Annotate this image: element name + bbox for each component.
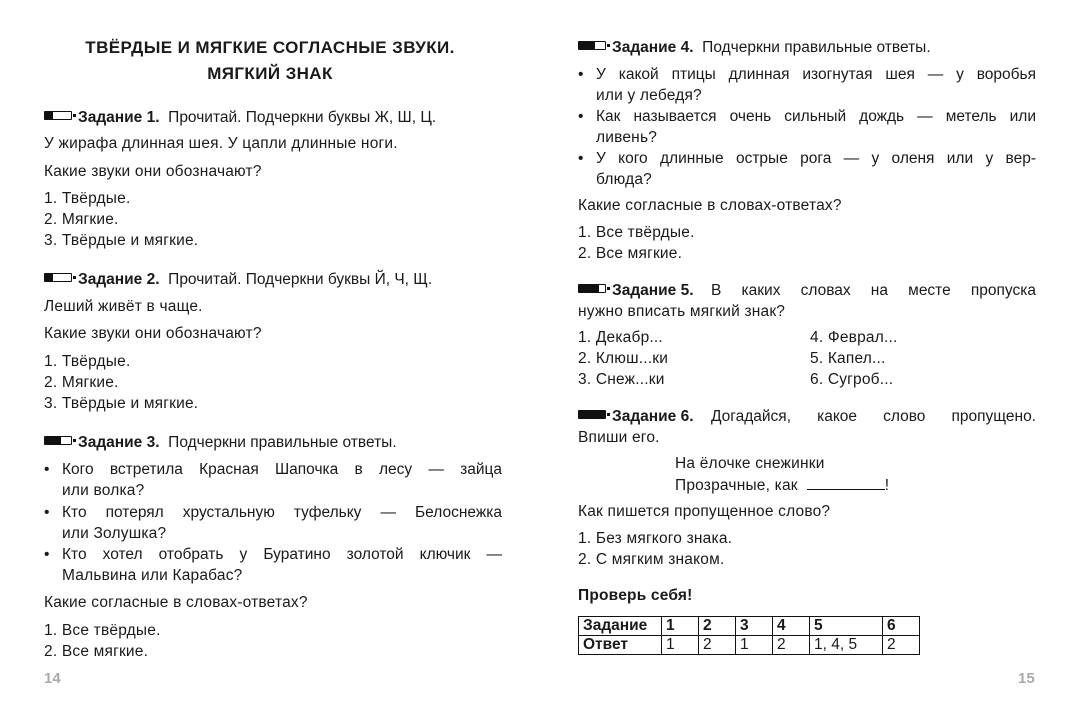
- task6-text-line2: Впиши его.: [578, 429, 660, 446]
- difficulty-battery-icon: [578, 41, 606, 50]
- bullet-dot: •: [578, 66, 584, 83]
- task1-sentence: У жирафа длинная шея. У цапли длинные ноги.: [44, 135, 398, 152]
- poem-line2: Прозрачные, как !: [675, 477, 890, 494]
- task1-option: 1. Твёрдые.: [44, 190, 131, 207]
- task4-bullet-line: Как называется очень сильный дождь — метель или: [596, 108, 1036, 125]
- task3-bullet-line: Кого встретила Красная Шапочка в лесу — зайца: [62, 461, 502, 478]
- task2-option: 3. Твёрдые и мягкие.: [44, 395, 199, 412]
- task3-question: Какие согласные в словах-ответах?: [44, 594, 308, 611]
- table-cell: 5: [810, 617, 883, 636]
- task4-option: 1. Все твёрдые.: [578, 224, 695, 241]
- task4-option: 2. Все мягкие.: [578, 245, 683, 262]
- task4-bullet-line: или у лебедя?: [596, 87, 702, 104]
- task5-heading: Задание 5. В каких словах на месте пропуска: [578, 280, 1036, 301]
- task6-question: Как пишется пропущенное слово?: [578, 503, 831, 520]
- table-cell: 4: [773, 617, 810, 636]
- task5-option: 6. Сугроб...: [810, 371, 894, 388]
- bullet-dot: •: [44, 461, 50, 478]
- task3-bullet-line: Кто потерял хрустальную туфельку — Белоснежка: [62, 504, 502, 521]
- table-cell: 1: [662, 636, 699, 655]
- task3-heading: Задание 3. Подчеркни правильные ответы.: [44, 432, 397, 453]
- answer-blank: [807, 477, 885, 490]
- bullet-dot: •: [578, 150, 584, 167]
- task2-option: 1. Твёрдые.: [44, 353, 131, 370]
- table-cell: Задание: [579, 617, 662, 636]
- task4-bullet-line: У какой птицы длинная изогнутая шея — у воробья: [596, 66, 1036, 83]
- page-number-left: 14: [44, 670, 61, 687]
- page-number-right: 15: [1018, 670, 1035, 687]
- difficulty-battery-icon: [578, 284, 606, 293]
- table-cell: 6: [883, 617, 920, 636]
- difficulty-battery-icon: [44, 273, 72, 282]
- difficulty-battery-icon: [44, 111, 72, 120]
- task3-option: 2. Все мягкие.: [44, 643, 149, 660]
- task3-bullet-line: или Золушка?: [62, 525, 167, 542]
- table-cell: 2: [699, 617, 736, 636]
- difficulty-battery-icon: [578, 410, 606, 419]
- task3-option: 1. Все твёрдые.: [44, 622, 161, 639]
- table-row: [579, 636, 920, 655]
- right-page: [540, 0, 1080, 703]
- answer-table: [578, 616, 920, 655]
- table-cell: 2: [773, 636, 810, 655]
- task1-option: 2. Мягкие.: [44, 211, 119, 228]
- task3-bullet-line: Кто хотел отобрать у Буратино золотой ключик —: [62, 546, 502, 563]
- task2-sentence: Леший живёт в чаще.: [44, 298, 203, 315]
- bullet-dot: •: [44, 504, 50, 521]
- task2-heading: Задание 2. Прочитай. Подчеркни буквы Й, Ч, Щ.: [44, 269, 432, 290]
- task4-bullet-line: блюда?: [596, 171, 652, 188]
- task1-question: Какие звуки они обозначают?: [44, 163, 262, 180]
- table-cell: 2: [883, 636, 920, 655]
- task3-bullet-line: Мальвина или Карабас?: [62, 567, 243, 584]
- task4-heading: Задание 4. Подчеркни правильные ответы.: [578, 37, 931, 58]
- table-row: [579, 617, 920, 636]
- task5-option: 4. Феврал...: [810, 329, 898, 346]
- table-cell: 1: [662, 617, 699, 636]
- task2-question: Какие звуки они обозначают?: [44, 325, 262, 342]
- task4-bullet-line: У кого длинные острые рога — у оленя или у вер-: [596, 150, 1036, 167]
- bullet-dot: •: [578, 108, 584, 125]
- task6-option: 2. С мягким знаком.: [578, 551, 725, 568]
- table-cell: Ответ: [579, 636, 662, 655]
- task3-bullet-line: или волка?: [62, 482, 145, 499]
- task6-option: 1. Без мягкого знака.: [578, 530, 733, 547]
- task5-option: 3. Снеж...ки: [578, 371, 665, 388]
- task1-option: 3. Твёрдые и мягкие.: [44, 232, 199, 249]
- difficulty-battery-icon: [44, 436, 72, 445]
- task5-option: 5. Капел...: [810, 350, 886, 367]
- poem-line1: На ёлочке снежинки: [675, 455, 825, 472]
- task6-heading: Задание 6. Догадайся, какое слово пропущено.: [578, 406, 1036, 427]
- task5-option: 2. Клюш...ки: [578, 350, 669, 367]
- task2-option: 2. Мягкие.: [44, 374, 119, 391]
- table-cell: 1: [736, 636, 773, 655]
- page-title-line1: ТВЁРДЫЕ И МЯГКИЕ СОГЛАСНЫЕ ЗВУКИ.: [85, 38, 455, 57]
- task5-option: 1. Декабр...: [578, 329, 663, 346]
- table-cell: 2: [699, 636, 736, 655]
- task4-bullet-line: ливень?: [596, 129, 658, 146]
- page-title-line2: МЯГКИЙ ЗНАК: [207, 64, 333, 83]
- task5-text-line2: нужно вписать мягкий знак?: [578, 303, 786, 320]
- task4-question: Какие согласные в словах-ответах?: [578, 197, 842, 214]
- table-cell: 1, 4, 5: [810, 636, 883, 655]
- table-cell: 3: [736, 617, 773, 636]
- check-yourself-title: Проверь себя!: [578, 587, 693, 604]
- task1-heading: Задание 1. Прочитай. Подчеркни буквы Ж, Ш, Ц.: [44, 107, 436, 128]
- bullet-dot: •: [44, 546, 50, 563]
